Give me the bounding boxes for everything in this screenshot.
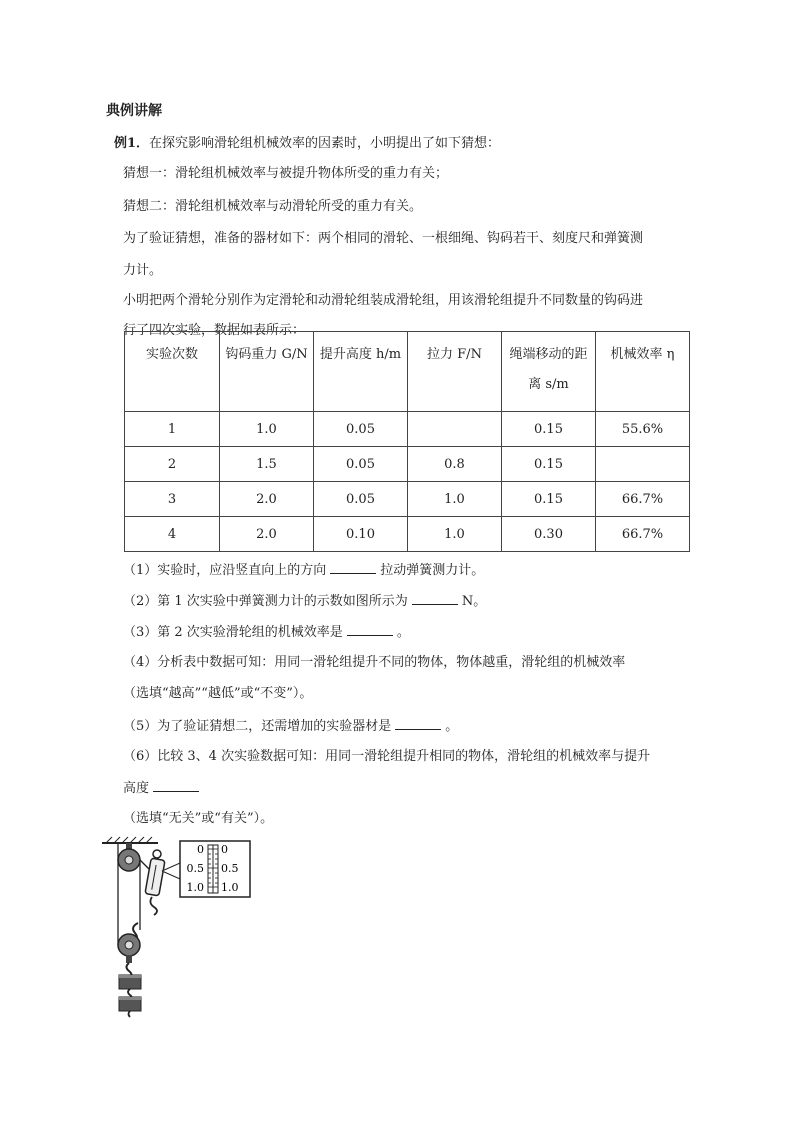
header-cell: 机械效率 η [596,332,690,412]
setup-line-1: 小明把两个滑轮分别作为定滑轮和动滑轮组装成滑轮组，用该滑轮组提升不同数量的钩码进 [123,293,644,308]
table-cell: 55.6% [596,412,690,447]
question-4-line-1: （4）分析表中数据可知：用同一滑轮组提升不同的物体，物体越重，滑轮组的机械效率 [123,655,626,670]
scale-label: 1.0 [186,881,204,894]
table-cell: 2.0 [220,482,314,517]
table-cell: 2.0 [220,517,314,552]
header-cell: 拉力 F/N [408,332,502,412]
example-intro: 在探究影响滑轮组机械效率的因素时，小明提出了如下猜想： [149,136,501,151]
hook-weights-icon [119,975,141,1017]
question-1: （1）实验时，应沿竖直向上的方向 拉动弹簧测力计。 [123,563,485,578]
table-cell: 0.10 [314,517,408,552]
spring-scale-icon [145,850,165,915]
table-cell: 0.8 [408,447,502,482]
answer-blank [395,717,441,730]
table-cell: 0.15 [502,447,596,482]
question-3: （3）第 2 次实验滑轮组的机械效率是 。 [123,625,410,640]
example-intro-line [114,135,500,153]
question-2: （2）第 1 次实验中弹簧测力计的示数如图所示为 N。 [123,594,487,609]
table-cell [596,447,690,482]
answer-blank [330,561,376,574]
question-4-line-2: （选填“越高”“越低”或“不变”）。 [123,686,313,701]
table-cell: 66.7% [596,517,690,552]
table-cell: 0.15 [502,482,596,517]
table-cell: 0.30 [502,517,596,552]
table-cell: 0.15 [502,412,596,447]
table-cell: 2 [125,447,220,482]
setup-line-2: 行了四次实验，数据如表所示： [123,323,306,338]
table-row [125,517,690,552]
movable-pulley-icon [118,934,140,979]
table-row [125,412,690,447]
pulley-spring-scale-figure [100,835,280,1020]
table-cell: 3 [125,482,220,517]
ceiling-icon [102,837,158,843]
guess-two: 猜想二：滑轮组机械效率与动滑轮所受的重力有关。 [123,199,423,214]
scale-label: 0.5 [221,862,239,875]
scale-label: 0.5 [186,862,204,875]
table-cell [408,412,502,447]
table-header-row [125,332,690,412]
scale-label: 0 [197,843,204,856]
table-cell: 1.5 [220,447,314,482]
scale-zoom-box [162,841,250,897]
header-cell: 绳端移动的距 离 s/m [502,332,596,412]
table-cell: 1.0 [220,412,314,447]
scale-label: 0 [221,843,228,856]
fixed-pulley-icon [118,843,140,871]
scale-label: 1.0 [221,881,239,894]
experiment-data-table [124,331,690,552]
answer-blank [153,779,199,792]
table-cell: 1.0 [408,482,502,517]
table-row [125,482,690,517]
table-cell: 1 [125,412,220,447]
example-label: 例1． [114,136,150,151]
question-6-line-1: （6）比较 3、4 次实验数据可知：用同一滑轮组提升相同的物体，滑轮组的机械效率与提升 [123,749,651,764]
header-cell: 实验次数 [125,332,220,412]
header-cell: 钩码重力 G/N [220,332,314,412]
table-cell: 0.05 [314,412,408,447]
table-row [125,447,690,482]
guess-one: 猜想一：滑轮组机械效率与被提升物体所受的重力有关； [123,166,449,181]
header-cell: 提升高度 h/m [314,332,408,412]
table-cell: 0.05 [314,447,408,482]
table-cell: 0.05 [314,482,408,517]
table-cell: 1.0 [408,517,502,552]
answer-blank [347,623,393,636]
equipment-line-2: 力计。 [123,263,163,278]
question-5: （5）为了验证猜想二，还需增加的实验器材是 。 [123,719,459,734]
answer-blank [412,592,458,605]
table-cell: 66.7% [596,482,690,517]
section-title: 典例讲解 [106,103,162,119]
question-6-line-3: （选填“无关”或“有关”）。 [123,811,274,826]
question-6-line-2: 高度 [123,779,203,798]
equipment-line-1: 为了验证猜想，准备的器材如下：两个相同的滑轮、一根细绳、钩码若干、刻度尺和弹簧测 [123,231,644,246]
table-cell: 4 [125,517,220,552]
